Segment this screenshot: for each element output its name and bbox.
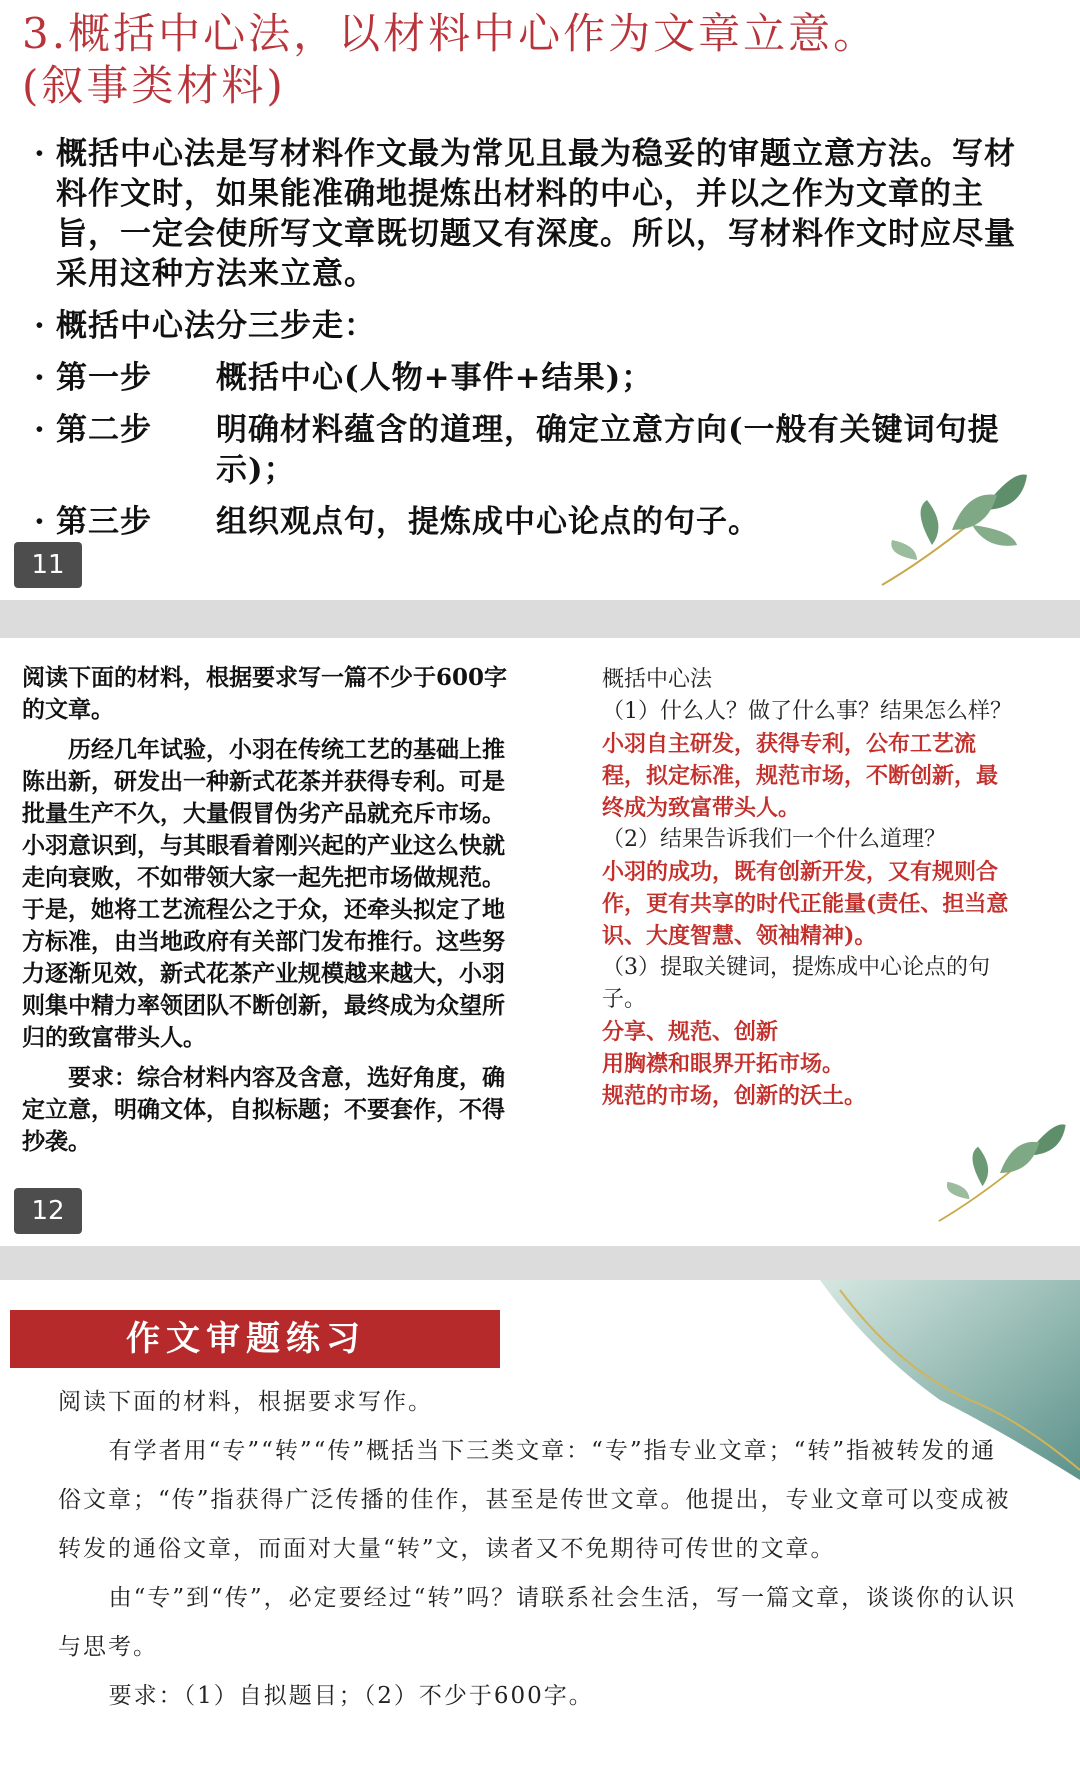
- task-instruction: 阅读下面的材料，根据要求写一篇不少于600字的文章。: [22, 664, 508, 723]
- answer-1: 小羽自主研发，获得专利，公布工艺流程，拟定标准，规范市场，不断创新，最终成为致富带头人。: [602, 731, 999, 821]
- requirement-text: 要求：综合材料内容及含意，选好角度，确定立意，明确文体，自拟标题；不要套作，不得抄袭。: [22, 1064, 505, 1155]
- slide-title: [22, 8, 1062, 112]
- leaf-decoration-icon: [930, 1108, 1070, 1238]
- question-3: （3）提取关键词，提炼成中心论点的句子。: [602, 955, 990, 1012]
- title-line-1: 3.概括中心法，以材料中心作为文章立意。: [22, 9, 879, 58]
- page-number-badge: 11: [14, 542, 82, 588]
- step-1: [34, 358, 1044, 398]
- answer-3-thesis-1: 用胸襟和眼界开拓市场。: [602, 1051, 845, 1077]
- slide-12: [0, 638, 1080, 1246]
- intro-bullet: · 概括中心法是写材料作文最为常见且最为稳妥的审题立意方法。写材料作文时，如果能准确地提炼出材料的中心，并以之作为文章的主旨，一定会使所写文章既切题又有深度。所以，写材料作文时应尽量采用这种方法来立意。: [34, 134, 1044, 294]
- step-text: 概括中心(人物+事件+结果)；: [216, 360, 654, 396]
- step-label: · 第二步: [56, 412, 152, 448]
- answer-3-keywords: 分享、规范、创新: [602, 1019, 779, 1045]
- step-text: 明确材料蕴含的道理，确定立意方向(一般有关键词句提示)；: [216, 412, 1000, 488]
- question-1: （1）什么人？做了什么事？结果怎么样？: [602, 699, 1012, 724]
- practice-slide: [0, 1280, 1080, 1766]
- section-banner: 作文审题练习: [10, 1310, 500, 1368]
- analysis-heading: 概括中心法: [602, 667, 713, 692]
- practice-requirement: 要求：（1）自拟题目；（2）不少于600字。: [108, 1683, 594, 1709]
- material-column: [22, 662, 522, 1166]
- practice-body: [58, 1378, 1018, 1721]
- answer-3-thesis-2: 规范的市场，创新的沃土。: [602, 1083, 867, 1109]
- question-2: （2）结果告诉我们一个什么道理？: [602, 827, 946, 852]
- step-label: · 第一步: [56, 360, 152, 396]
- step-label: · 第三步: [56, 504, 152, 540]
- practice-instruction: 阅读下面的材料，根据要求写作。: [58, 1389, 433, 1415]
- page-number-badge: 12: [14, 1188, 82, 1234]
- practice-material: 有学者用“专”“转”“传”概括当下三类文章：“专”指专业文章；“转”指被转发的通俗文章；“传”指获得广泛传播的佳作，甚至是传世文章。他提出，专业文章可以变成被转发的通俗文章，而面对大量“转”文，读者又不免期待可传世的文章。: [58, 1438, 1011, 1562]
- analysis-column: [602, 664, 1017, 1112]
- practice-prompt: 由“专”到“传”，必定要经过“转”吗？请联系社会生活，写一篇文章，谈谈你的认识与思考。: [58, 1585, 1017, 1660]
- answer-2: 小羽的成功，既有创新开发，又有规则合作，更有共享的时代正能量(责任、担当意识、大度智慧、领袖精神)。: [602, 859, 1009, 949]
- step-text: 组织观点句，提炼成中心论点的句子。: [216, 504, 760, 540]
- title-line-2: (叙事类材料): [22, 61, 286, 110]
- leaf-decoration-icon: [872, 470, 1032, 590]
- steps-heading: · 概括中心法分三步走：: [34, 306, 1044, 346]
- material-text: 历经几年试验，小羽在传统工艺的基础上推陈出新，研发出一种新式花茶并获得专利。可是批量生产不久，大量假冒伪劣产品就充斥市场。小羽意识到，与其眼看着刚兴起的产业这么快就走向衰败，不如带领大家一起先把市场做规范。于是，她将工艺流程公之于众，还牵头拟定了地方标准，由当地政府有关部门发布推行。这些努力逐渐见效，新式花茶产业规模越来越大，小羽则集中精力率领团队不断创新，最终成为众望所归的致富带头人。: [22, 736, 505, 1051]
- slide-11: [0, 0, 1080, 600]
